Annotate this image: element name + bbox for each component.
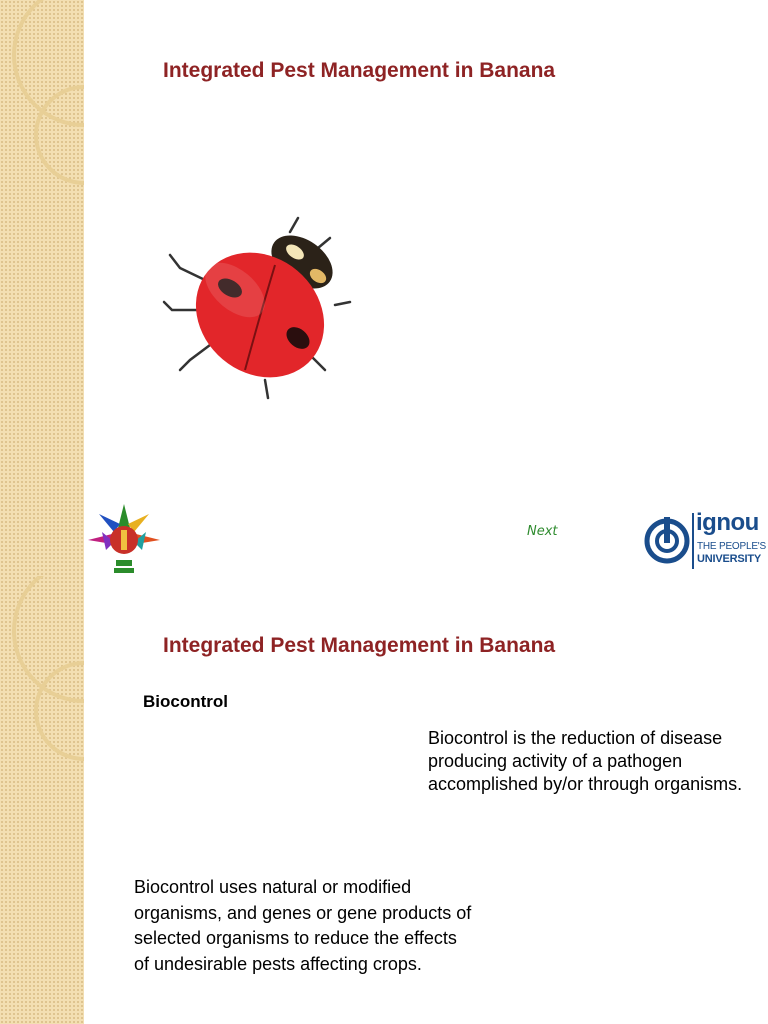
slide-2 <box>0 576 768 1024</box>
ignou-tagline-2: UNIVERSITY <box>697 553 762 565</box>
ignou-emblem-icon <box>643 511 691 571</box>
paragraph-definition: Biocontrol is the reduction of disease producing activity of a pathogen accomplished by/or through organisms. <box>428 728 743 794</box>
institute-logo <box>84 500 169 576</box>
slide-title: Integrated Pest Management in Banana <box>163 634 556 657</box>
ignou-tagline-1: THE PEOPLE'S <box>697 541 766 552</box>
decorative-stripe <box>0 576 84 1024</box>
slide-title: Integrated Pest Management in Banana <box>163 59 556 82</box>
next-link[interactable]: Next <box>527 524 558 539</box>
paragraph-usage: Biocontrol uses natural or modified organisms, and genes or gene products of selected organisms to reduce the effects of undesirable pests affecting crops. <box>134 877 472 974</box>
ignou-wordmark: ignou <box>696 509 759 536</box>
ladybug-image <box>150 210 360 410</box>
section-heading: Biocontrol <box>143 692 228 711</box>
decorative-stripe <box>0 0 84 576</box>
ignou-logo <box>643 511 768 571</box>
